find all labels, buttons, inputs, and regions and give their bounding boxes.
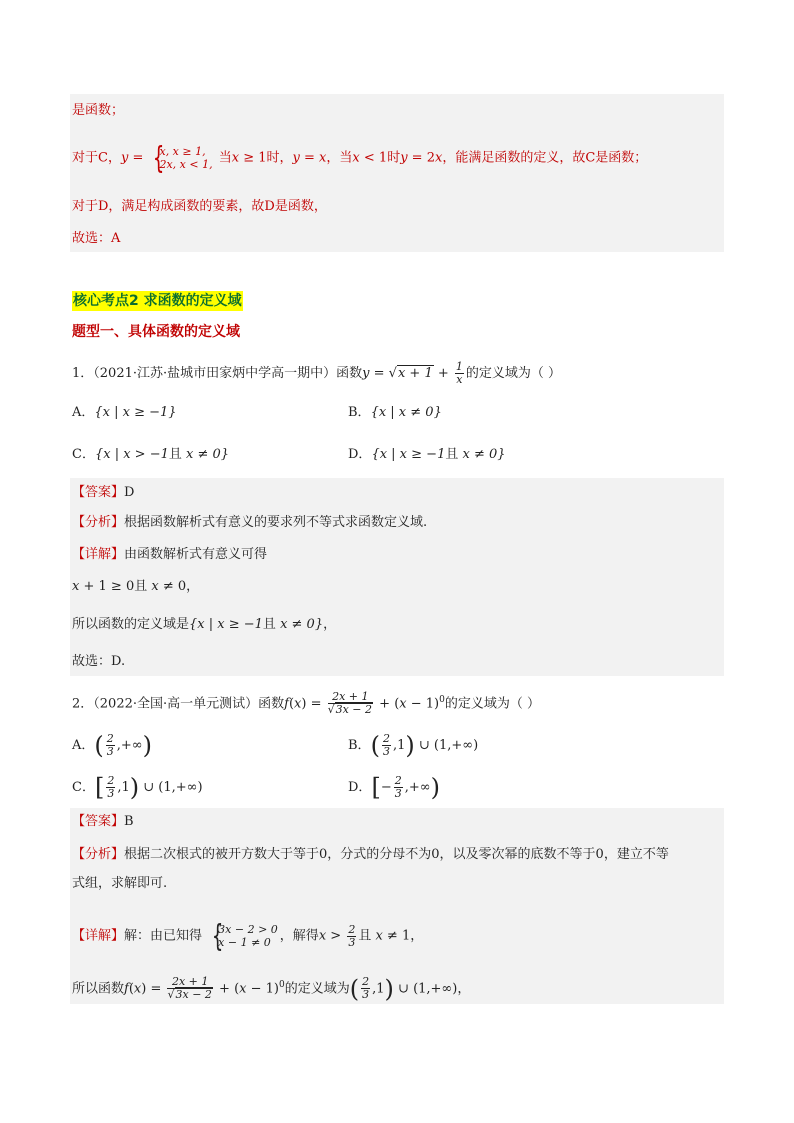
q2-final: 所以函数f(x) = $\frac{2x + 1}{√3x - 2}$ + $(x - 1)^0$的定义域为( $\frac{2}{3}$ ,1) ∪ (1,+∞)， <box>72 974 471 1003</box>
q1-condition: x + 1 ≥ 0且 x ≠ 0， <box>72 579 200 594</box>
q2-option-a[interactable]: A．( $\frac{2}{3}$ ,+∞) <box>72 731 152 760</box>
q1-option-b[interactable]: B．{x | x ≠ 0} <box>348 405 442 420</box>
q1-choice: 故选：D. <box>72 654 126 669</box>
prev-choice: 故选：A <box>72 231 121 246</box>
prev-line-d: 对于D，满足构成函数的要素，故D是函数， <box>72 199 327 214</box>
piecewise-system: { x, x ≥ 1, 2x, x < 1, <box>153 141 213 176</box>
q2-analysis-l1: 【分析】根据二次根式的被开方数大于等于0，分式的分母不为0，以及零次幂的底数不等于0，建立不等 <box>72 847 669 862</box>
prev-line1: 是函数； <box>72 103 125 118</box>
prev-line-c: 对于C，y = { x, x ≥ 1, 2x, x < 1, 当x ≥ 1时，y = x，当x < 1时y = 2x，能满足函数的定义，故C是函数； <box>72 141 648 176</box>
q2-answer: 【答案】B <box>72 814 134 829</box>
q1-option-a[interactable]: A．{x | x ≥ −1} <box>72 405 177 420</box>
inequality-system: { 3x − 2 > 0 x − 1 ≠ 0 <box>211 919 278 954</box>
q1-detail: 【详解】由函数解析式有意义可得 <box>72 547 268 562</box>
section-subtitle: 题型一、具体函数的定义域 <box>72 324 240 340</box>
q2-stem: 2．（2022·全国·高一单元测试）函数f(x) = $\frac{2x + 1}{√3x - 2}$ + $(x - 1)^0$的定义域为（ ） <box>72 690 540 717</box>
prev-solution-bg <box>70 94 724 252</box>
q2-analysis-l2: 式组，求解即可. <box>72 876 168 891</box>
q1-option-c[interactable]: C．{x | x > −1且 x ≠ 0} <box>72 447 230 462</box>
q1-domain: 所以函数的定义域是{x | x ≥ −1且 x ≠ 0}， <box>72 617 337 632</box>
section-title: 核心考点2 求函数的定义域 <box>73 293 242 309</box>
q1-answer: 【答案】D <box>72 485 135 500</box>
q2-option-c[interactable]: C．[ $\frac{2}{3}$ ,1) ∪ (1,+∞) <box>72 773 203 802</box>
q1-stem: 1．（2021·江苏·盐城市田家炳中学高一期中）函数y = √x + 1 + $\frac{1}{x}$ 的定义域为（ ） <box>72 360 562 386</box>
q2-option-d[interactable]: D．[− $\frac{2}{3}$ ,+∞) <box>348 773 440 802</box>
q2-option-b[interactable]: B．( $\frac{2}{3}$ ,1) ∪ (1,+∞) <box>348 731 479 760</box>
q1-option-d[interactable]: D．{x | x ≥ −1且 x ≠ 0} <box>348 447 506 462</box>
q1-analysis: 【分析】根据函数解析式有意义的要求列不等式求函数定义域. <box>72 515 428 530</box>
q2-detail: 【详解】解：由已知得 { 3x − 2 > 0 x − 1 ≠ 0 ，解得x > $\frac{2}{3}$ 且 x ≠ 1， <box>72 919 424 954</box>
